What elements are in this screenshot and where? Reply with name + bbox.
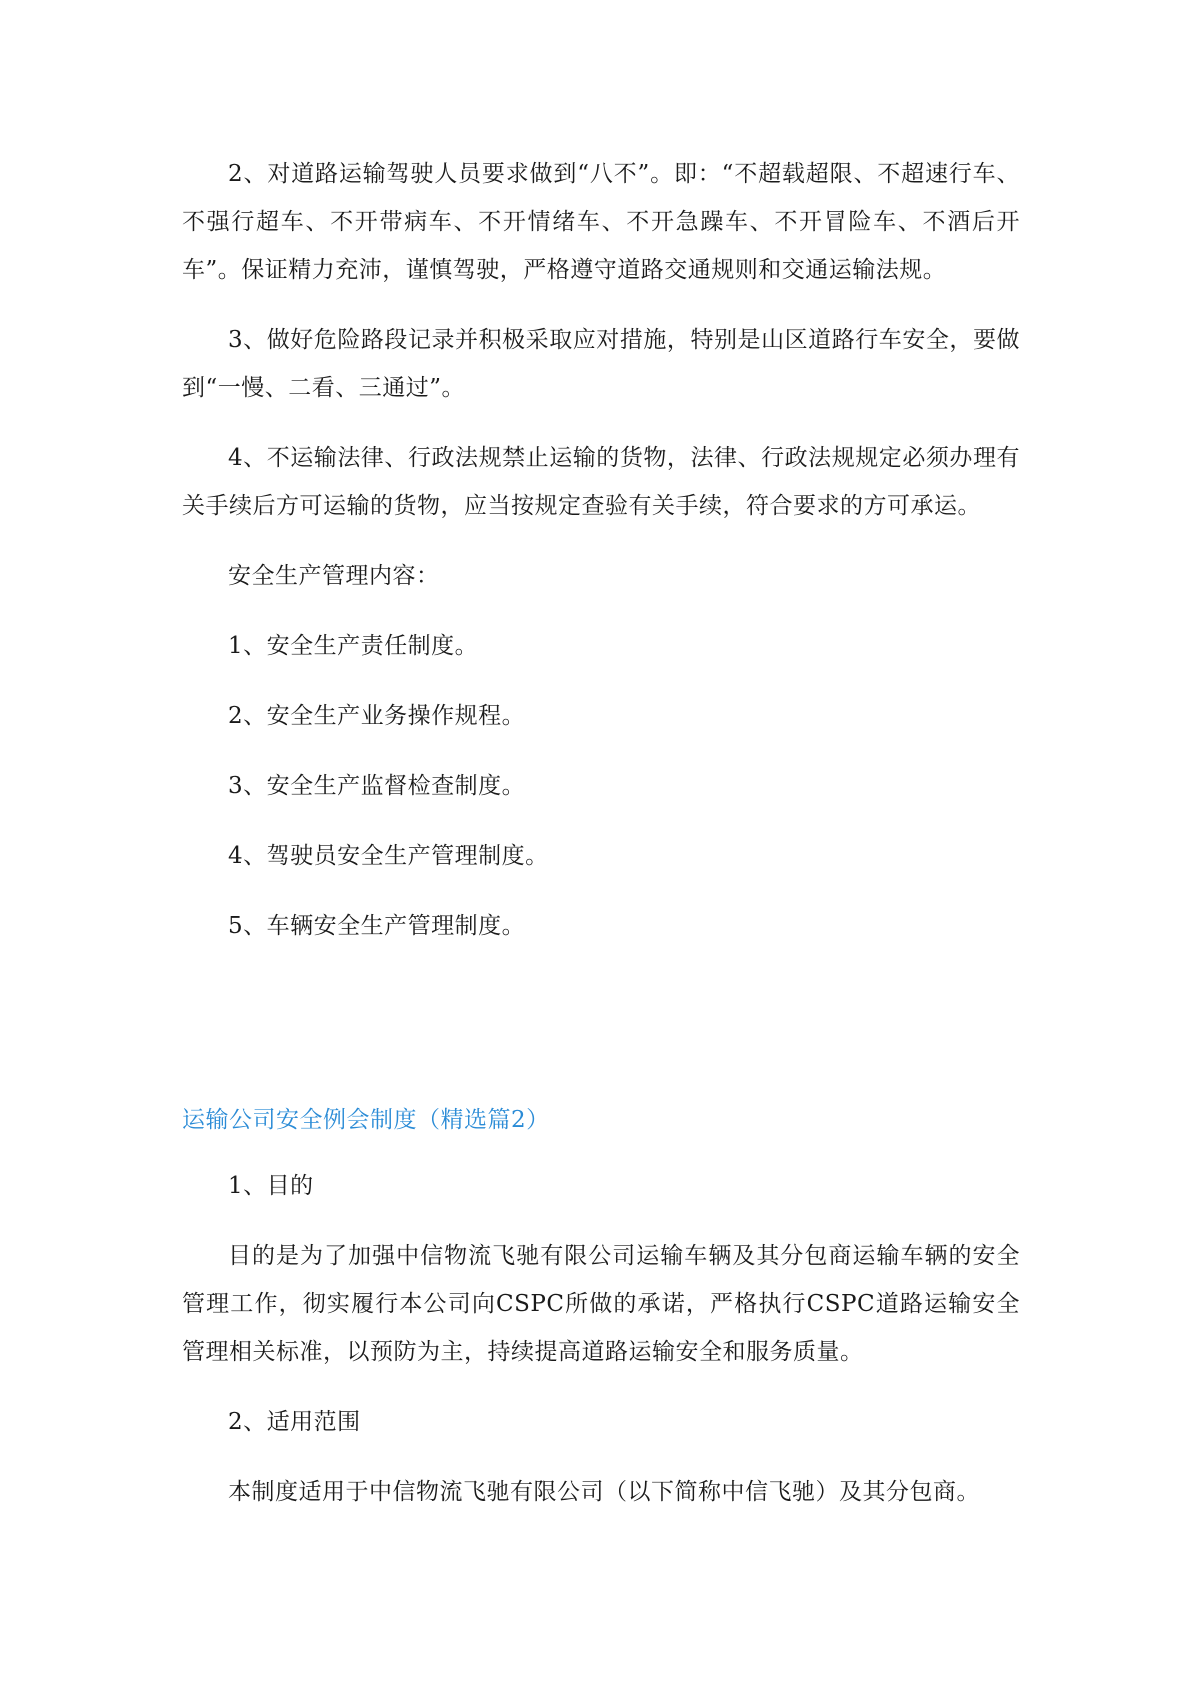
paragraph: 目的是为了加强中信物流飞驰有限公司运输车辆及其分包商运输车辆的安全管理工作，彻实履行本公司向CSPC所做的承诺，严格执行CSPC道路运输安全管理相关标准，以预防为主，持续提高道路运输安全和服务质量。 bbox=[182, 1243, 1020, 1365]
paragraph: 本制度适用于中信物流飞驰有限公司（以下简称中信飞驰）及其分包商。 bbox=[228, 1479, 980, 1505]
list-item: 3、安全生产监督检查制度。 bbox=[228, 773, 526, 799]
list-item: 4、驾驶员安全生产管理制度。 bbox=[228, 843, 549, 869]
subheading: 2、适用范围 bbox=[228, 1409, 361, 1435]
paragraph: 安全生产管理内容： bbox=[228, 563, 440, 589]
paragraph: 4、不运输法律、行政法规禁止运输的货物，法律、行政法规规定必须办理有关手续后方可运输的货物，应当按规定查验有关手续，符合要求的方可承运。 bbox=[182, 445, 1020, 519]
section-heading-link[interactable]: 运输公司安全例会制度（精选篇2） bbox=[182, 1107, 550, 1133]
document-body bbox=[182, 150, 1020, 1538]
list-item: 2、安全生产业务操作规程。 bbox=[228, 703, 526, 729]
list-item: 5、车辆安全生产管理制度。 bbox=[228, 913, 526, 939]
subheading: 1、目的 bbox=[228, 1173, 314, 1199]
paragraph: 2、对道路运输驾驶人员要求做到“八不”。即：“不超载超限、不超速行车、不强行超车、不开带病车、不开情绪车、不开急躁车、不开冒险车、不酒后开车”。保证精力充沛，谨慎驾驶，严格遵守道路交通规则和交通运输法规。 bbox=[182, 161, 1020, 283]
paragraph: 3、做好危险路段记录并积极采取应对措施，特别是山区道路行车安全，要做到“一慢、二看、三通过”。 bbox=[182, 327, 1020, 401]
list-item: 1、安全生产责任制度。 bbox=[228, 633, 479, 659]
